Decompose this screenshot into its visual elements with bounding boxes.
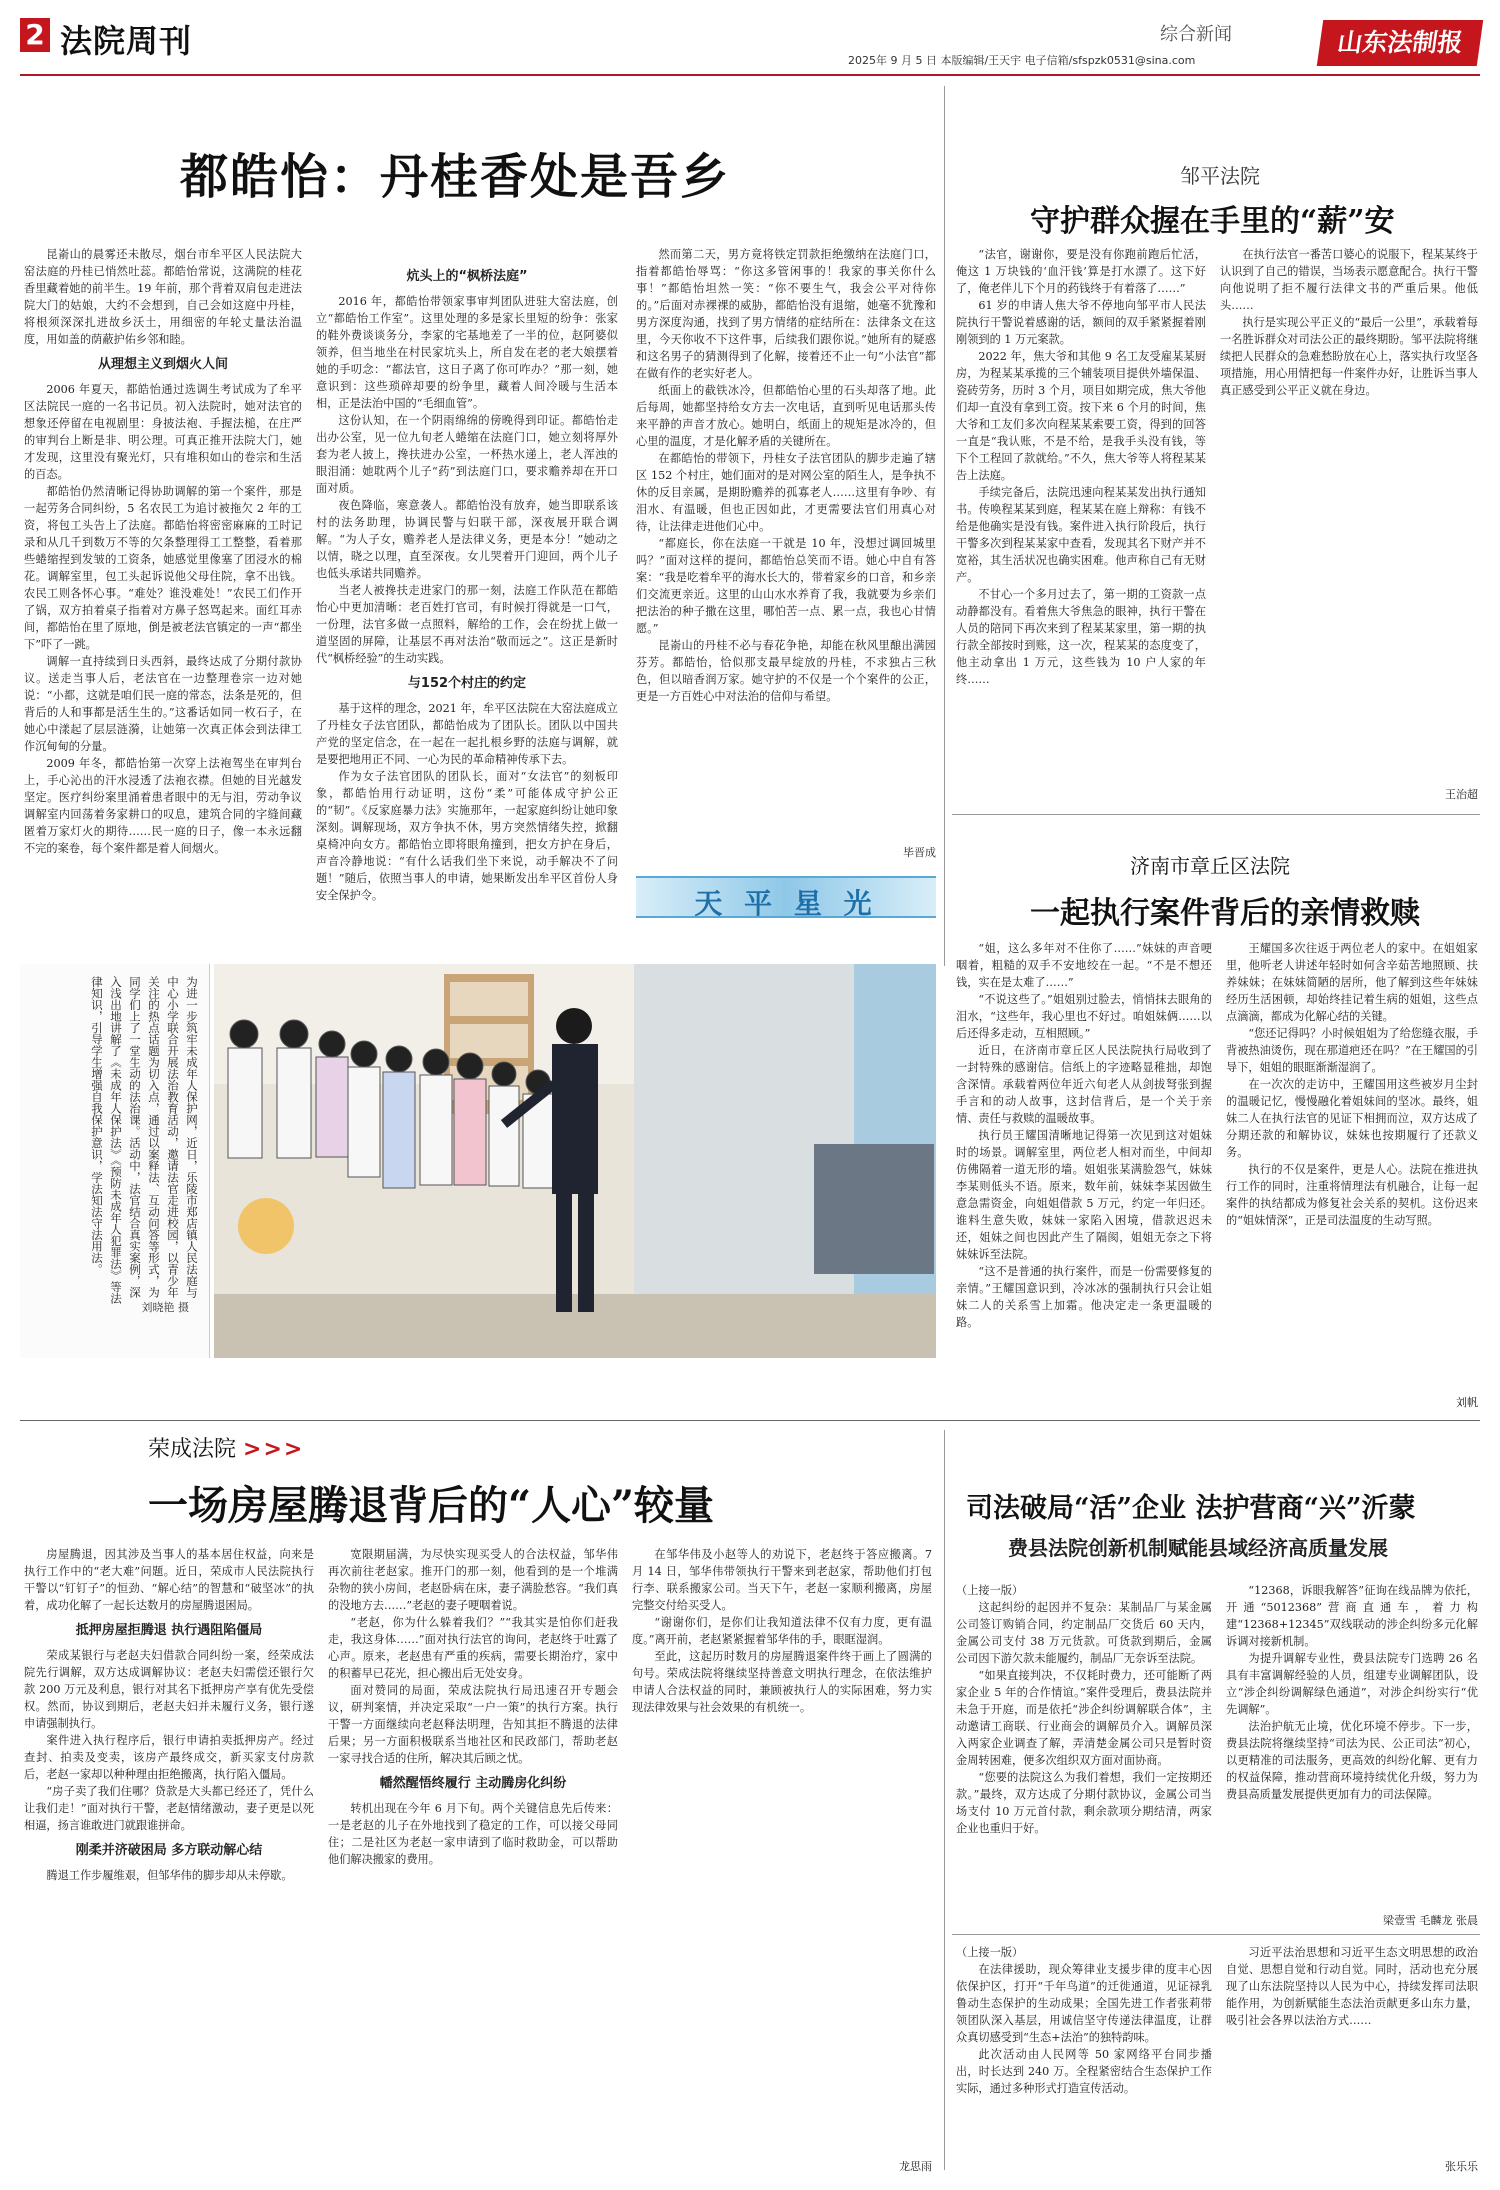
article4-arrows: >>> bbox=[243, 1437, 305, 1462]
brand-logo: 山东法制报 bbox=[1317, 20, 1483, 66]
article2-court: 邹平法院 bbox=[1180, 164, 1260, 188]
section-title: 法院周刊 bbox=[60, 22, 193, 60]
article5-paragraph: 这起纠纷的起因并不复杂：某制品厂与某金属公司签订购销合同，约定制品厂交货后 60 天内，金属公司支付 38 万元货款。可货款到期后，金属公司因下游欠款未能履约，制品厂无奈诉至法院。 bbox=[956, 1601, 1212, 1665]
article1-column-1 bbox=[24, 246, 302, 946]
article3-paragraph: “您还记得吗？小时候姐姐为了给您缝衣服，手背被热油烫伤，现在那道疤还在吗？”在王耀国的引导下，姐姐的眼眶渐渐湿润了。 bbox=[1226, 1027, 1478, 1074]
classroom-photo bbox=[214, 964, 936, 1358]
tianping-xingguang-banner bbox=[636, 876, 936, 918]
article3-paragraph: 王耀国多次往返于两位老人的家中。在姐姐家里，他听老人讲述年轻时如何含辛茹苦地照顾、扶养妹妹；在妹妹简陋的居所，他了解到这些年妹妹经历生活困顿，却始终挂记着生病的姐姐，这些点点滴滴，都成为化解心结的关键。 bbox=[1226, 942, 1478, 1023]
article1-paragraph: 基于这样的理念，2021 年，牟平区法院在大窑法庭成立了丹桂女子法官团队，都皓怡成为了团队长。团队以中国共产党的坚定信念，在一起在一起扎根乡野的法庭与调解，就是要把地用正不同、一心为民的革命精神传承下去。 bbox=[316, 702, 618, 766]
article1-paragraph: 2016 年，都皓怡带领家事审判团队进驻大窑法庭，创立“都皓怡工作室”。这里处理的多是家长里短的纷争：张家的鞋外费谈谈务分，李家的宅基地差了一半的位，赵阿婆似领养，但当地坐在村民家坑头上，所自发在老的老大娘摆着她的手叨念：“都法官，这日子离了你可咋办？”那一刻，她意识到：这些琐碎却要的纷争里，藏着人间冷暖与生活本相，正是法治中国的“毛细血管”。 bbox=[316, 295, 618, 410]
article5-column-3 bbox=[956, 1944, 1212, 2176]
column-separator bbox=[944, 86, 945, 966]
article5-paragraph: 为提升调解专业性，费县法院专门选聘 26 名具有丰富调解经验的人员，组建专业调解团队，设立“涉企纠纷调解绿色通道”，对涉企纠纷实行“优先调解”。 bbox=[1226, 1652, 1478, 1716]
lower-section-separator bbox=[20, 1420, 1480, 1421]
article4-paragraph: 腾退工作步履维艰，但邹华伟的脚步却从未停歇。 bbox=[46, 1869, 293, 1882]
article3-paragraph: “不说这些了。”姐姐别过脸去，悄悄抹去眼角的泪水，“这些年，我心里也不好过。咱姐妹俩……以后还得多走动，互相照顾。” bbox=[956, 993, 1212, 1040]
article2-author: 王治超 bbox=[1445, 788, 1478, 801]
article3-paragraph: 执行员王耀国清晰地记得第一次见到这对姐妹时的场景。调解室里，两位老人相对而坐，中间却仿佛隔着一道无形的墙。姐姐张某满脸怨气，妹妹李某则低头不语。原来，数年前，妹妹李某因做生意急需资金，向姐姐借款 5 万元，约定一年归还。谁料生意失败，妹妹一家陷入困境，借款迟迟未还，姐妹之间也因此产生了隔阂，姐姐无奈之下将妹妹诉至法院。 bbox=[956, 1129, 1212, 1261]
article5-column-4 bbox=[1226, 1944, 1478, 2156]
article4-column-2 bbox=[328, 1546, 618, 2176]
column-separator-lower bbox=[944, 1430, 945, 2170]
category-label: 综合新闻 bbox=[1160, 24, 1232, 45]
article3-paragraph: 近日，在济南市章丘区人民法院执行局收到了一封特殊的感谢信。信纸上的字迹略显稚拙，却饱含深情。承载着两位年近六旬老人从剑拔弩张到握手言和的动人故事，这封信背后，是一个关于亲情、责任与救赎的温暖故事。 bbox=[956, 1044, 1212, 1125]
article2-paragraph: 手续完备后，法院迅速向程某某发出执行通知书。传唤程某某到庭，程某某在庭上辩称：有钱不给是他确实是没有钱。案件进入执行阶段后，执行干警多次到程某某家中查看，发现其名下财产并不宽裕，其生活状况也确实困难。他声称自己有无财产。 bbox=[956, 486, 1206, 584]
banner-label: 天 平 星 光 bbox=[694, 887, 878, 920]
article4-court bbox=[148, 1432, 304, 1463]
article1-author: 毕晋成 bbox=[903, 846, 936, 859]
article5-tag: （上接一版） bbox=[956, 1946, 1024, 1959]
article3-paragraph: “这不是普通的执行案件，而是一份需要修复的亲情。”王耀国意识到，冷冰冰的强制执行只会让姐妹二人的关系雪上加霜。他决定走一条更温暖的路。 bbox=[956, 1265, 1212, 1329]
article4-subheading-2: 刚柔并济破困局 多方联动解心结 bbox=[75, 1843, 263, 1858]
masthead bbox=[20, 14, 1480, 72]
article4-intro: 房屋腾退，因其涉及当事人的基本居住权益，向来是执行工作中的“老大难”问题。近日，荣成市人民法院执行干警以“钉钉子”的恒劲、“解心结”的智慧和“破坚冰”的执着，成功化解了一起长达数月的房屋腾退困局。 bbox=[24, 1548, 314, 1612]
article5-paragraph: 法治护航无止境，优化环境不停步。下一步，费县法院将继续坚持“司法为民、公正司法”初心，以更精准的司法服务，更高效的纠纷化解、更有力的权益保障，推动营商环境持续优化升级，努力为费县高质量发展提供更加有力的司法保障。 bbox=[1226, 1720, 1478, 1801]
article4-paragraph: 面对赞同的局面，荣成法院执行局迅速召开专题会议，研判案情，并决定采取“一户一策”的执行方案。执行干警一方面继续向老赵释法明理，告知其拒不腾退的法律后果；另一方面积极联系当地社区和民政部门，帮助老赵一家寻找合适的住所，解决其后顾之忧。 bbox=[328, 1684, 618, 1765]
article2-column-2 bbox=[1220, 246, 1478, 788]
article1-paragraph: 夜色降临，寒意袭人。都皓怡没有放弃，她当即联系该村的法务助理，协调民警与妇联干部，深夜展开联合调解。“为人子女，赡养老人是法律义务，更是本分！”她动之以情，晓之以理，直至深夜。女儿哭着开门迎回，两个儿子也低头承诺共同赡养。 bbox=[316, 499, 618, 580]
article4-title: 一场房屋腾退背后的“人心”较量 bbox=[148, 1482, 715, 1529]
article4-paragraph: 至此，这起历时数月的房屋腾退案件终于画上了圆满的句号。荣成法院将继续坚持善意文明执行理念，在依法维护申请人合法权益的同时，兼顾被执行人的实际困难，努力实现法律效果与社会效果的有机统一。 bbox=[632, 1650, 932, 1714]
article1-paragraph: 在都皓怡的带领下，丹桂女子法官团队的脚步走遍了辖区 152 个村庄，她们面对的是对网公室的陌生人，是争执不休的反目亲属，是期盼赡养的孤寡老人……这里有争吵、有泪水、有温暖，但也正因如此，才更需要法官们用真心对待，让法律走进他们心中。 bbox=[636, 452, 936, 533]
article3-paragraph: 在一次次的走访中，王耀国用这些被岁月尘封的温暖记忆，慢慢融化着姐妹间的坚冰。最终，姐妹二人在执行法官的见证下相拥而泣，双方达成了分期还款的和解协议，妹妹也按期履行了还款义务。 bbox=[1226, 1078, 1478, 1159]
article1-paragraph: 2006 年夏天，都皓怡通过选调生考试成为了牟平区法院民一庭的一名书记员。初入法院时，她对法官的想象还停留在电视剧里：身披法袍、手握法槌，在庄严的审判台上断是非、明公理。可真正推开法院大门，她才发现，这里没有聚光灯，只有堆积如山的卷宗和生活的百态。 bbox=[24, 383, 302, 481]
article5-authors-1: 梁壹雪 毛麟龙 张晨 bbox=[1383, 1914, 1478, 1927]
page-number-badge: 2 bbox=[20, 18, 50, 52]
photo-caption-text: 为进一步筑牢未成年人保护网，近日，乐陵市郑店镇人民法庭与中心小学联合开展法治教育活动，邀请法官走进校园，以青少年关注的热点话题为切入点，通过以案释法、互动问答等形式，为同学们上了一堂生动的法治课。活动中，法官结合真实案例，深入浅出地讲解了《未成年人保护法》《预防未成年人犯罪法》等法律知识，引导学生增强自我保护意识，学法知法守法用法。 bbox=[90, 976, 199, 1304]
article3-court: 济南市章丘区法院 bbox=[1130, 854, 1290, 878]
article3-paragraph: 执行的不仅是案件，更是人心。法院在推进执行工作的同时，注重将情理法有机融合，让每一起案件的执结都成为修复社会关系的契机。这份迟来的“姐妹情深”，正是司法温度的生动写照。 bbox=[1226, 1163, 1478, 1227]
photo-caption-box bbox=[20, 964, 210, 1358]
photo-credit: 刘晓艳 摄 bbox=[141, 1301, 189, 1314]
article2-paragraph: 执行是实现公平正义的“最后一公里”，承载着每一名胜诉群众对司法公正的最终期盼。邹平法院将继续把人民群众的急难愁盼放在心上，落实执行攻坚各项措施，用心用情把每一件案件办好，让胜诉当事人真正感受到公平正义就在身边。 bbox=[1220, 316, 1478, 397]
article2-paragraph: 61 岁的申请人焦大爷不停地向邹平市人民法院执行干警说着感谢的话，额间的双手紧紧握着刚刚领到的 1 万元案款。 bbox=[956, 299, 1206, 346]
article1-paragraph: 这份认知，在一个阴雨绵绵的傍晚得到印证。都皓怡走出办公室，见一位九旬老人蜷缩在法庭门口，她立刻将厚外套为老人披上，搀扶进办公室，一杯热水递上，老人浑浊的眼泪涌：她耽两个儿子“药”到法庭门口，要求赡养却在开口面对质。 bbox=[316, 414, 618, 495]
article4-paragraph: 宽限期届满，为尽快实现买受人的合法权益，邹华伟再次前往老赵家。推开门的那一刻，他看到的是一个堆满杂物的狭小房间，老赵卧病在床，妻子满脸愁容。“我们真的没地方去……”老赵的妻子哽咽着说。 bbox=[328, 1548, 618, 1612]
article1-paragraph: 作为女子法官团队的团队长，面对“女法官”的刻板印象，都皓怡用行动证明，这份“柔”可能体成守护公正的“韧”。《反家庭暴力法》实施那年，一起家庭纠纷让她印象深刻。调解现场，双方争执不休，男方突然情绪失控，掀翻桌椅冲向女方。都皓怡立即将眼角撞到，把女方护在身后，声音冷静地说：“有什么话我们坐下来说，动手解决不了问题！”随后，依照当事人的申请，她果断发出牟平区首份人身安全保护令。 bbox=[316, 770, 618, 902]
article1-paragraph: 当老人被搀扶走进家门的那一刻，法庭工作队范在都皓怡心中更加清晰：老百姓打官司，有时候打得就是一口气，一份理，法官多做一点照料，解给的工作，会在纷扰上做一道坚固的屏障，让基层不再对法治“敬而远之”。这正是新时代“枫桥经验”的生动实践。 bbox=[316, 584, 618, 665]
article2-column-1 bbox=[956, 246, 1206, 806]
article2-paragraph: 不甘心一个多月过去了，第一期的工资款一点动静都没有。看着焦大爷焦急的眼神，执行干警在人员的陪同下再次来到了程某某家里，第一期的执行款全部按时到账，这一次，程某某的态度变了，他主动拿出 1 万元，这些钱为 10 户人家的年终…… bbox=[956, 588, 1206, 686]
article4-column-1 bbox=[24, 1546, 314, 2176]
article5-column-1 bbox=[956, 1582, 1212, 1922]
article2-paragraph: 在执行法官一番苦口婆心的说服下，程某某终于认识到了自己的错误，当场表示愿意配合。执行干警向他说明了拒不履行法律文书的严重后果。他低头…… bbox=[1220, 248, 1478, 312]
article3-column-1 bbox=[956, 940, 1212, 1410]
article5-column-2 bbox=[1226, 1582, 1478, 1912]
article3-author: 刘帆 bbox=[1456, 1396, 1478, 1409]
article1-paragraph: 然而第二天，男方竟将铁定罚款拒绝缴纳在法庭门口，指着都皓怡辱骂：“你这多管闲事的！我家的事关你什么事！”都皓怡坦然一笑：“你不要生气，我会公平对待你的。”后面对赤裸裸的威胁，都皓怡没有退缩，她毫不犹豫和男方深度沟通，找到了男方情绪的症结所在：法律条文在这里，今天你收不下这件事，后续我们跟你说。”她所有的疑惑和这名男子的猜测得到了化解，接着还不止一句“小法官”都在做有作的老实好老人。 bbox=[636, 248, 936, 380]
article3-paragraph: “姐，这么多年对不住你了……”妹妹的声音哽咽着，粗糙的双手不安地绞在一起。“不是不想还钱，实在是太难了……” bbox=[956, 942, 1212, 989]
article4-paragraph: 在邹华伟及小赵等人的劝说下，老赵终于答应搬离。7 月 14 日，邹华伟带领执行干警来到老赵家，帮助他们打包行李、联系搬家公司。当天下午，老赵一家顺利搬离，房屋完整交付给买受人。 bbox=[632, 1548, 932, 1612]
article1-paragraph: 调解一直持续到日头西斜，最终达成了分期付款协议。送走当事人后，老法官在一边整理卷宗一边对她说：“小都，这就是咱们民一庭的常态，法条是死的，但背后的人和事都是活生生的。”这番话如同一枚石子，在她心中漾起了层层涟漪，让她第一次真正体会到法律工作沉甸甸的分量。 bbox=[24, 655, 302, 753]
article1-intro: 昆嵛山的晨雾还未散尽，烟台市牟平区人民法院大窑法庭的丹桂已悄然吐蕊。都皓怡常说，这满院的桂花香里藏着她的前半生。19 年前，那个背着双肩包走进法院大门的姑娘，大约不会想到，自己会如这庭中丹桂，将根须深深扎进故乡沃土，用细密的年轮丈量法治温度，用如盖的荫蔽护佑乡邻和睦。 bbox=[24, 248, 302, 346]
article5-subtitle: 费县法院创新机制赋能县域经济高质量发展 bbox=[1008, 1536, 1388, 1560]
article4-court-name: 荣成法院 bbox=[148, 1437, 237, 1462]
article1-paragraph: “都庭长，你在法庭一干就是 10 年，没想过调回城里吗？”面对这样的提问，都皓怡总笑而不语。她心中自有答案：“我是吃着牟平的海水长大的，带着家乡的口音，和乡亲们交流更亲近。这里的山山水水养育了我，我就要为乡亲们把法治的种子撒在这里，哪怕苦一点、累一点，我也心甘情愿。” bbox=[636, 537, 936, 635]
article1-column-3 bbox=[636, 246, 936, 858]
article1-column-2 bbox=[316, 260, 618, 946]
article1-paragraph: 昆嵛山的丹桂不必与春花争艳，却能在秋风里酿出满园芬芳。都皓怡，恰似那支最早绽放的丹桂，不求独占三秋色，但以暗香润万家。她守护的不仅是一个个案件的公正，更是一方百姓心中对法治的信仰与希望。 bbox=[636, 639, 936, 703]
masthead-rule bbox=[20, 74, 1480, 76]
article2-paragraph: 2022 年，焦大爷和其他 9 名工友受雇某某厨房，为程某某承揽的三个辅装项目提供外墙保温、瓷砖劳务，历时 3 个月，项目如期完成，焦大爷他们却一直没有拿到工资。按下来 6 个月的时间，焦大爷和工友们多次向程某某索要工资，得到的回答一直是“我认账，不是不给，是我手头没有钱，等下个工程回了款就给。”不久，焦大爷等人将程某某告上法庭。 bbox=[956, 350, 1206, 482]
article4-paragraph: “谢谢你们，是你们让我知道法律不仅有力度，更有温度。”离开前，老赵紧紧握着邹华伟的手，眼眶湿润。 bbox=[632, 1616, 932, 1646]
article5-paragraph: “如果直接判决，不仅耗时费力，还可能断了两家企业 5 年的合作情谊。”案件受理后，费县法院并未急于开庭，而是依托“涉企纠纷调解联合体”，主动邀请工商联、行业商会的调解员介入。调解员深入两家企业调查了解，弄清楚金属公司只是暂时资金周转困难，便多次组织双方面对面协商。 bbox=[956, 1669, 1212, 1767]
article4-author: 龙思雨 bbox=[899, 2160, 932, 2173]
classroom-photo-illustration bbox=[214, 964, 936, 1358]
article5-paragraph: 在法律援助，现众筹律业支援步律的度丰心因依保护区，打开“千年鸟道”的迁徙通道，见证禄乳鲁动生态保护的生动成果；全国先进工作者张莉带领团队深入基层，用诚信坚守传递法律温度，让群众真切感受到“生态+法治”的独特韵味。 bbox=[956, 1963, 1212, 2044]
article1-paragraph: 纸面上的截铁冰冷，但都皓怡心里的石头却落了地。此后每周，她都坚持给女方去一次电话，直到听见电话那头传来平静的声音才放心。她明白，纸面上的规矩是冰冷的，但心里的温度，才是化解矛盾的关键所在。 bbox=[636, 384, 936, 448]
article4-column-3 bbox=[632, 1546, 932, 2156]
article5-paragraph: 此次活动由人民网等 50 家网络平台同步播出，时长达到 240 万。全程紧密结合生态保护工作实际，通过多种形式打造宣传活动。 bbox=[956, 2048, 1212, 2095]
article3-title: 一起执行案件背后的亲情救赎 bbox=[1030, 896, 1420, 931]
article1-subheading-3: 与152个村庄的约定 bbox=[407, 676, 527, 691]
article5-headline: 司法破局“活”企业 法护营商“兴”沂蒙 bbox=[966, 1493, 1416, 1524]
article5-paragraph: 习近平法治思想和习近平生态文明思想的政治自觉、思想自觉和行动自觉。同时，活动也充分展现了山东法院坚持以人民为中心，持续发挥司法职能作用，为创新赋能生态法治贡献更多山东力量，吸引社会各界以法治方式…… bbox=[1226, 1946, 1478, 2027]
article4-paragraph: 转机出现在今年 6 月下旬。两个关键信息先后传来：一是老赵的儿子在外地找到了稳定的工作，可以接父母同住；二是社区为老赵一家申请到了临时救助金，可以帮助他们解决搬家的费用。 bbox=[328, 1802, 618, 1866]
date-line: 2025年 9 月 5 日 本版编辑/王天宇 电子信箱/sfspzk0531@sina.com bbox=[848, 54, 1196, 67]
article2-title: 守护群众握在手里的“薪”安 bbox=[1030, 204, 1395, 239]
article5-authors-2: 张乐乐 bbox=[1445, 2160, 1478, 2173]
article1-subheading-1: 从理想主义到烟火人间 bbox=[97, 357, 228, 372]
article1-title: 都皓怡：丹桂香处是吾乡 bbox=[180, 149, 731, 205]
article5-paragraph: “您要的法院这么为我们着想，我们一定按期还款。”最终，双方达成了分期付款协议，金属公司当场支付 10 万元首付款，剩余款项分期结清，两家企业也重归于好。 bbox=[956, 1771, 1212, 1835]
article4-paragraph: 案件进入执行程序后，银行申请拍卖抵押房产。经过查封、拍卖及变卖，该房产最终成交，新买家支付房款后，老赵一家却以种种理由拒绝搬离，执行陷入僵局。 bbox=[24, 1734, 314, 1781]
article2-paragraph: “法官，谢谢你，要是没有你跑前跑后忙活，俺这 1 万块钱的‘血汗钱’算是打水漂了。这下好了，俺老伴儿下个月的药钱终于有着落了……” bbox=[956, 248, 1206, 295]
article4-subheading-1: 抵押房屋拒腾退 执行遇阻陷僵局 bbox=[75, 1623, 263, 1638]
section-separator bbox=[952, 814, 1480, 815]
article5-paragraph: “12368，诉眼我解答”征询在线品牌为依托，开通“5012368”营商直通车，着力构建“12368+12345”双线联动的涉企纠纷多元化解诉调对接新机制。 bbox=[1226, 1584, 1478, 1648]
article1-subheading-2: 炕头上的“枫桥法庭” bbox=[406, 269, 528, 284]
article4-subheading-3: 幡然醒悟终履行 主动腾房化纠纷 bbox=[379, 1776, 567, 1791]
article4-paragraph: “房子卖了我们住哪？贷款是大头都已经还了，凭什么让我们走！”面对执行干警，老赵情绪激动，妻子更是以死相逼，扬言谁敢进门就跟谁拼命。 bbox=[24, 1785, 314, 1832]
article5-tag: （上接一版） bbox=[956, 1584, 1024, 1597]
article1-paragraph: 2009 年冬，都皓怡第一次穿上法袍驾坐在审判台上，手心沁出的汗水浸透了法袍衣襟。但她的目光越发坚定。医疗纠纷案里涌着患者眼中的无与泪，劳动争议调解室内回荡着务家耕口的叹息，建筑合同的字缝间藏匿着万家灯火的期待……民一庭的日子，像一本永远翻不完的案卷，每个案件都是着人间烟火。 bbox=[24, 757, 302, 855]
article3-column-2 bbox=[1226, 940, 1478, 1392]
article1-paragraph: 都皓怡仍然清晰记得协助调解的第一个案件，那是一起劳务合同纠纷，5 名农民工为追讨被拖欠 2 年的工资，将包工头告上了法庭。都皓怡将密密麻麻的工时记录和从几千到数万不等的欠条整理得工工整整，看着那些蜷缩捏到发皱的工资条，她感觉里像塞了团浸水的棉花。调解室里，包工头起诉说他父母住院，拿不出钱。农民工则各怀心事。“难处？谁没难处！”农民工们作开了锅，双方拍着桌子指着对方鼻子怒骂起来。面红耳赤间，都皓怡在里了原地，倒是被老法官镇定的一声“都坐下”吓了一跳。 bbox=[24, 485, 302, 651]
article4-paragraph: “老赵，你为什么躲着我们？”“我其实是怕你们赶我走，我这身体……”面对执行法官的询问，老赵终于吐露了心声。原来，老赵患有严重的疾病，需要长期治疗，家中的积蓄早已花光，担心搬出后无处安身。 bbox=[328, 1616, 618, 1680]
article4-paragraph: 荣成某银行与老赵夫妇借款合同纠纷一案，经荣成法院先行调解，双方达成调解协议：老赵夫妇需偿还银行欠款 200 万元及利息，银行对其名下抵押房产享有优先受偿权。然而，协议到期后，老赵夫妇并未履行义务，银行遂申请强制执行。 bbox=[24, 1649, 314, 1730]
article5-separator bbox=[952, 1934, 1480, 1935]
